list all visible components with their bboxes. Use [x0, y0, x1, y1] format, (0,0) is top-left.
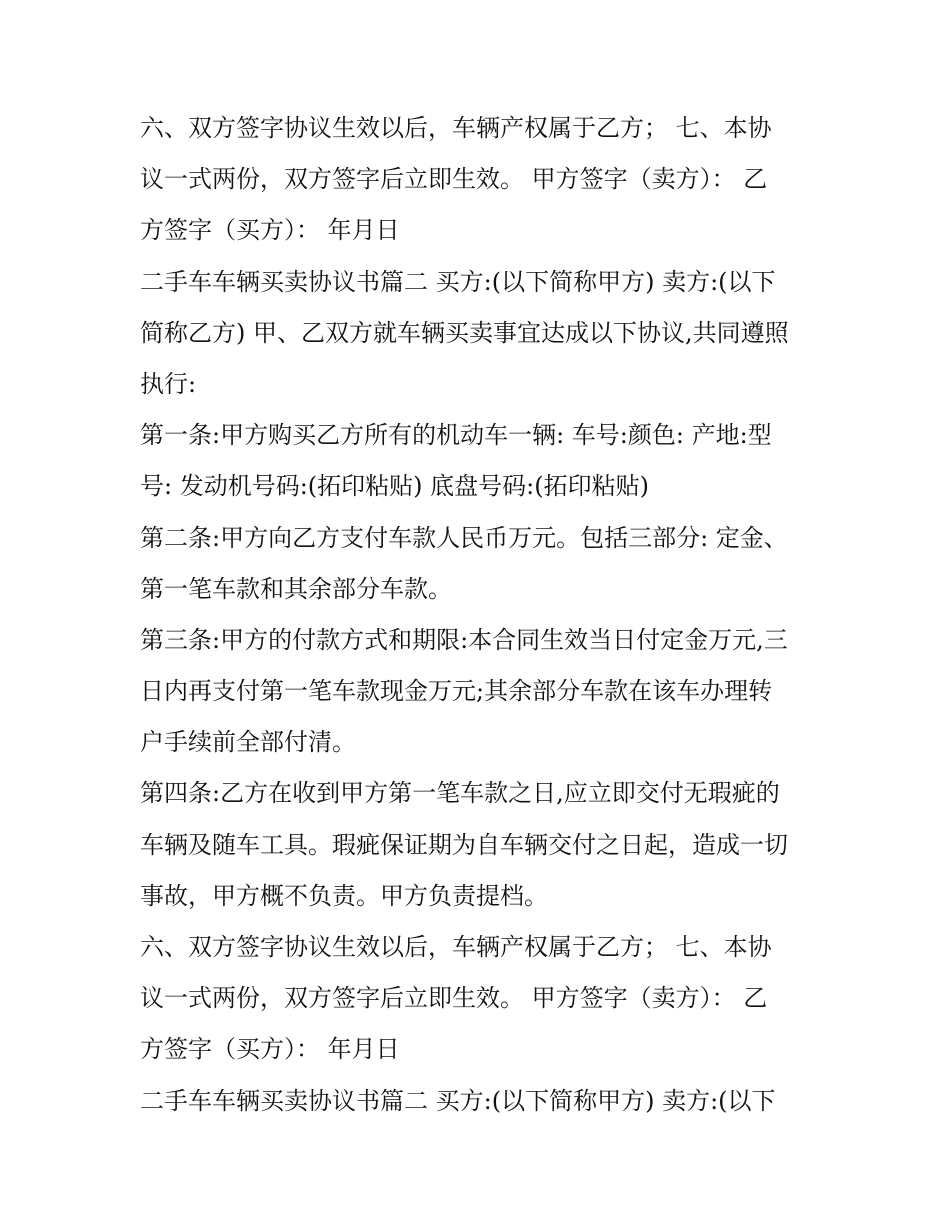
document-body: [140, 103, 830, 1127]
text-line: 执行:: [140, 369, 197, 398]
paragraph-article-2: [140, 513, 830, 615]
text-line: 方签字（买方）： 年月日: [140, 1035, 400, 1064]
paragraph-article-1: [140, 410, 830, 512]
text-line: 二手车车辆买卖协议书篇二 买方:(以下简称甲方) 卖方:(以下: [140, 267, 776, 296]
text-line: 第三条:甲方的付款方式和期限:本合同生效当日付定金万元,三: [140, 625, 788, 654]
text-line: 事故，甲方概不负责。甲方负责提档。: [140, 881, 548, 910]
paragraph-signing-clause-repeat: [140, 922, 830, 1076]
paragraph-article-4: [140, 768, 830, 922]
text-line: 第一笔车款和其余部分车款。: [140, 574, 452, 603]
text-line: 二手车车辆买卖协议书篇二 买方:(以下简称甲方) 卖方:(以下: [140, 1086, 776, 1115]
paragraph-signing-clause: [140, 103, 830, 257]
text-line: 日内再支付第一笔车款现金万元;其余部分车款在该车办理转: [140, 677, 773, 706]
text-line: 简称乙方) 甲、乙双方就车辆买卖事宜达成以下协议,共同遵照: [140, 318, 789, 347]
text-line: 六、双方签字协议生效以后，车辆产权属于乙方； 七、本协: [140, 114, 772, 142]
text-line: 六、双方签字协议生效以后，车辆产权属于乙方； 七、本协: [140, 933, 772, 961]
text-line: 议一式两份，双方签字后立即生效。 甲方签字（卖方）： 乙: [140, 984, 768, 1013]
text-line: 车辆及随车工具。瑕疵保证期为自车辆交付之日起，造成一切: [140, 830, 788, 859]
paragraph-article-3: [140, 615, 830, 769]
text-line: 号: 发动机号码:(拓印粘贴) 底盘号码:(拓印粘贴): [140, 472, 649, 501]
text-line: 议一式两份，双方签字后立即生效。 甲方签字（卖方）： 乙: [140, 165, 768, 194]
text-line: 第二条:甲方向乙方支付车款人民币万元。包括三部分: 定金、: [140, 523, 788, 552]
text-line: 第一条:甲方购买乙方所有的机动车一辆: 车号:颜色: 产地:型: [140, 421, 772, 450]
paragraph-agreement-intro-repeat: [140, 1076, 830, 1127]
text-line: 第四条:乙方在收到甲方第一笔车款之日,应立即交付无瑕疵的: [140, 779, 780, 808]
paragraph-agreement-intro: [140, 257, 830, 411]
text-line: 方签字（买方）： 年月日: [140, 216, 400, 245]
text-line: 户手续前全部付清。: [140, 728, 356, 757]
